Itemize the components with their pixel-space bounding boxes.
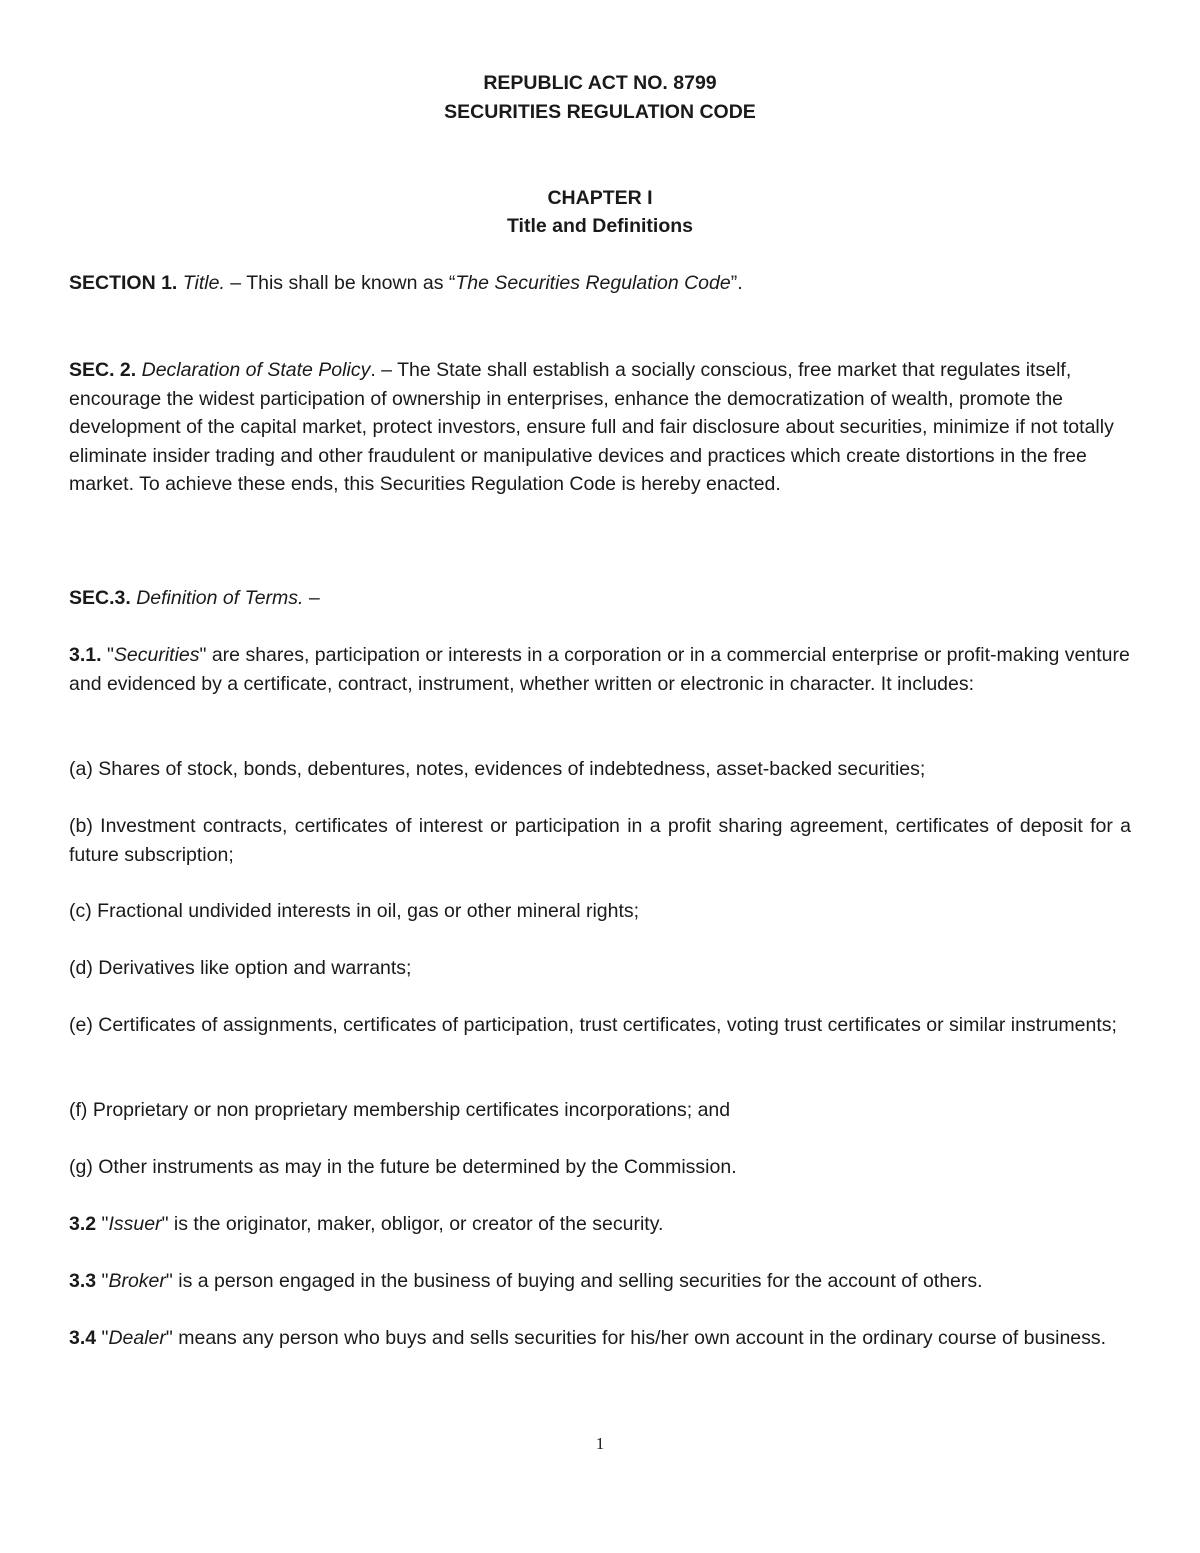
list-item-g: (g) Other instruments as may in the future be determined by the Commission. bbox=[69, 1156, 737, 1178]
act-number: REPUBLIC ACT NO. 8799 bbox=[483, 72, 717, 94]
definition-3-1-body: " are shares, participation or interests in a corporation or in a commercial enterprise or profit-making venture and evidenced by a certificate, contract, instrument, whether written or electronic in character. It includes: bbox=[69, 644, 1130, 695]
section-3-label: SEC.3. bbox=[69, 587, 131, 609]
list-item-e: (e) Certificates of assignments, certificates of participation, trust certificates, voting trust certificates or similar instruments; bbox=[69, 1014, 1117, 1036]
list-item-c: (c) Fractional undivided interests in oil, gas or other mineral rights; bbox=[69, 900, 640, 922]
definition-3-3 bbox=[69, 1267, 1131, 1296]
definition-3-2-term: Issuer bbox=[108, 1213, 162, 1235]
definition-3-3-quote: " bbox=[96, 1270, 109, 1292]
section-2 bbox=[69, 356, 1131, 499]
code-title: SECURITIES REGULATION CODE bbox=[444, 101, 756, 123]
definition-3-4-term: Dealer bbox=[108, 1327, 166, 1349]
chapter-title: Title and Definitions bbox=[507, 215, 693, 237]
section-3 bbox=[69, 584, 1131, 613]
definition-3-3-number: 3.3 bbox=[69, 1270, 97, 1292]
definition-3-3-term: Broker bbox=[108, 1270, 166, 1292]
definition-3-1-quote: " bbox=[101, 644, 114, 666]
chapter-heading: CHAPTER I bbox=[547, 187, 653, 209]
definition-3-4-quote: " bbox=[96, 1327, 109, 1349]
section-2-body: . – The State shall establish a socially conscious, free market that regulates itself, encourage the widest participation of ownership in enterprises, enhance the democratization of wealth, promote the development of the capital market, protect investors, ensure full and fair disclosure about securities, minimize if not totally eliminate insider trading and other fraudulent or manipulative devices and practices which create distortions in the free market. To achieve these ends, this Securities Regulation Code is hereby enacted. bbox=[69, 359, 1114, 495]
list-item-f: (f) Proprietary or non proprietary membership certificates incorporations; and bbox=[69, 1099, 731, 1121]
definition-3-3-body: " is a person engaged in the business of buying and selling securities for the account of others. bbox=[165, 1270, 983, 1292]
definition-3-4-number: 3.4 bbox=[69, 1327, 97, 1349]
section-2-label: SEC. 2. bbox=[69, 359, 137, 381]
section-1-label: SECTION 1. bbox=[69, 272, 178, 294]
definition-3-2-quote: " bbox=[96, 1213, 109, 1235]
definition-3-2-body: " is the originator, maker, obligor, or creator of the security. bbox=[161, 1213, 664, 1235]
definition-3-1 bbox=[69, 641, 1131, 698]
definition-3-4-body: " means any person who buys and sells securities for his/her own account in the ordinary course of business. bbox=[165, 1327, 1107, 1349]
definition-3-2-number: 3.2 bbox=[69, 1213, 97, 1235]
definition-3-1-term: Securities bbox=[113, 644, 200, 666]
section-1-end: ”. bbox=[730, 272, 743, 294]
section-2-heading: Declaration of State Policy bbox=[141, 359, 371, 381]
page-number: 1 bbox=[595, 1434, 605, 1453]
section-1 bbox=[69, 269, 1131, 298]
section-3-heading: Definition of Terms. bbox=[136, 587, 304, 609]
list-item-d: (d) Derivatives like option and warrants; bbox=[69, 957, 412, 979]
definition-3-2 bbox=[69, 1210, 1131, 1239]
section-1-heading: Title. bbox=[182, 272, 225, 294]
list-item-a: (a) Shares of stock, bonds, debentures, notes, evidences of indebtedness, asset-backed securities; bbox=[69, 758, 926, 780]
section-1-text: – This shall be known as “ bbox=[224, 272, 456, 294]
list-item-b: (b) Investment contracts, certificates of interest or participation in a profit sharing agreement, certificates of deposit for a future subscription; bbox=[69, 815, 1131, 866]
definition-3-1-number: 3.1. bbox=[69, 644, 102, 666]
definition-3-4 bbox=[69, 1324, 1131, 1353]
section-3-dash: – bbox=[303, 587, 320, 609]
section-1-code-name: The Securities Regulation Code bbox=[455, 272, 731, 294]
